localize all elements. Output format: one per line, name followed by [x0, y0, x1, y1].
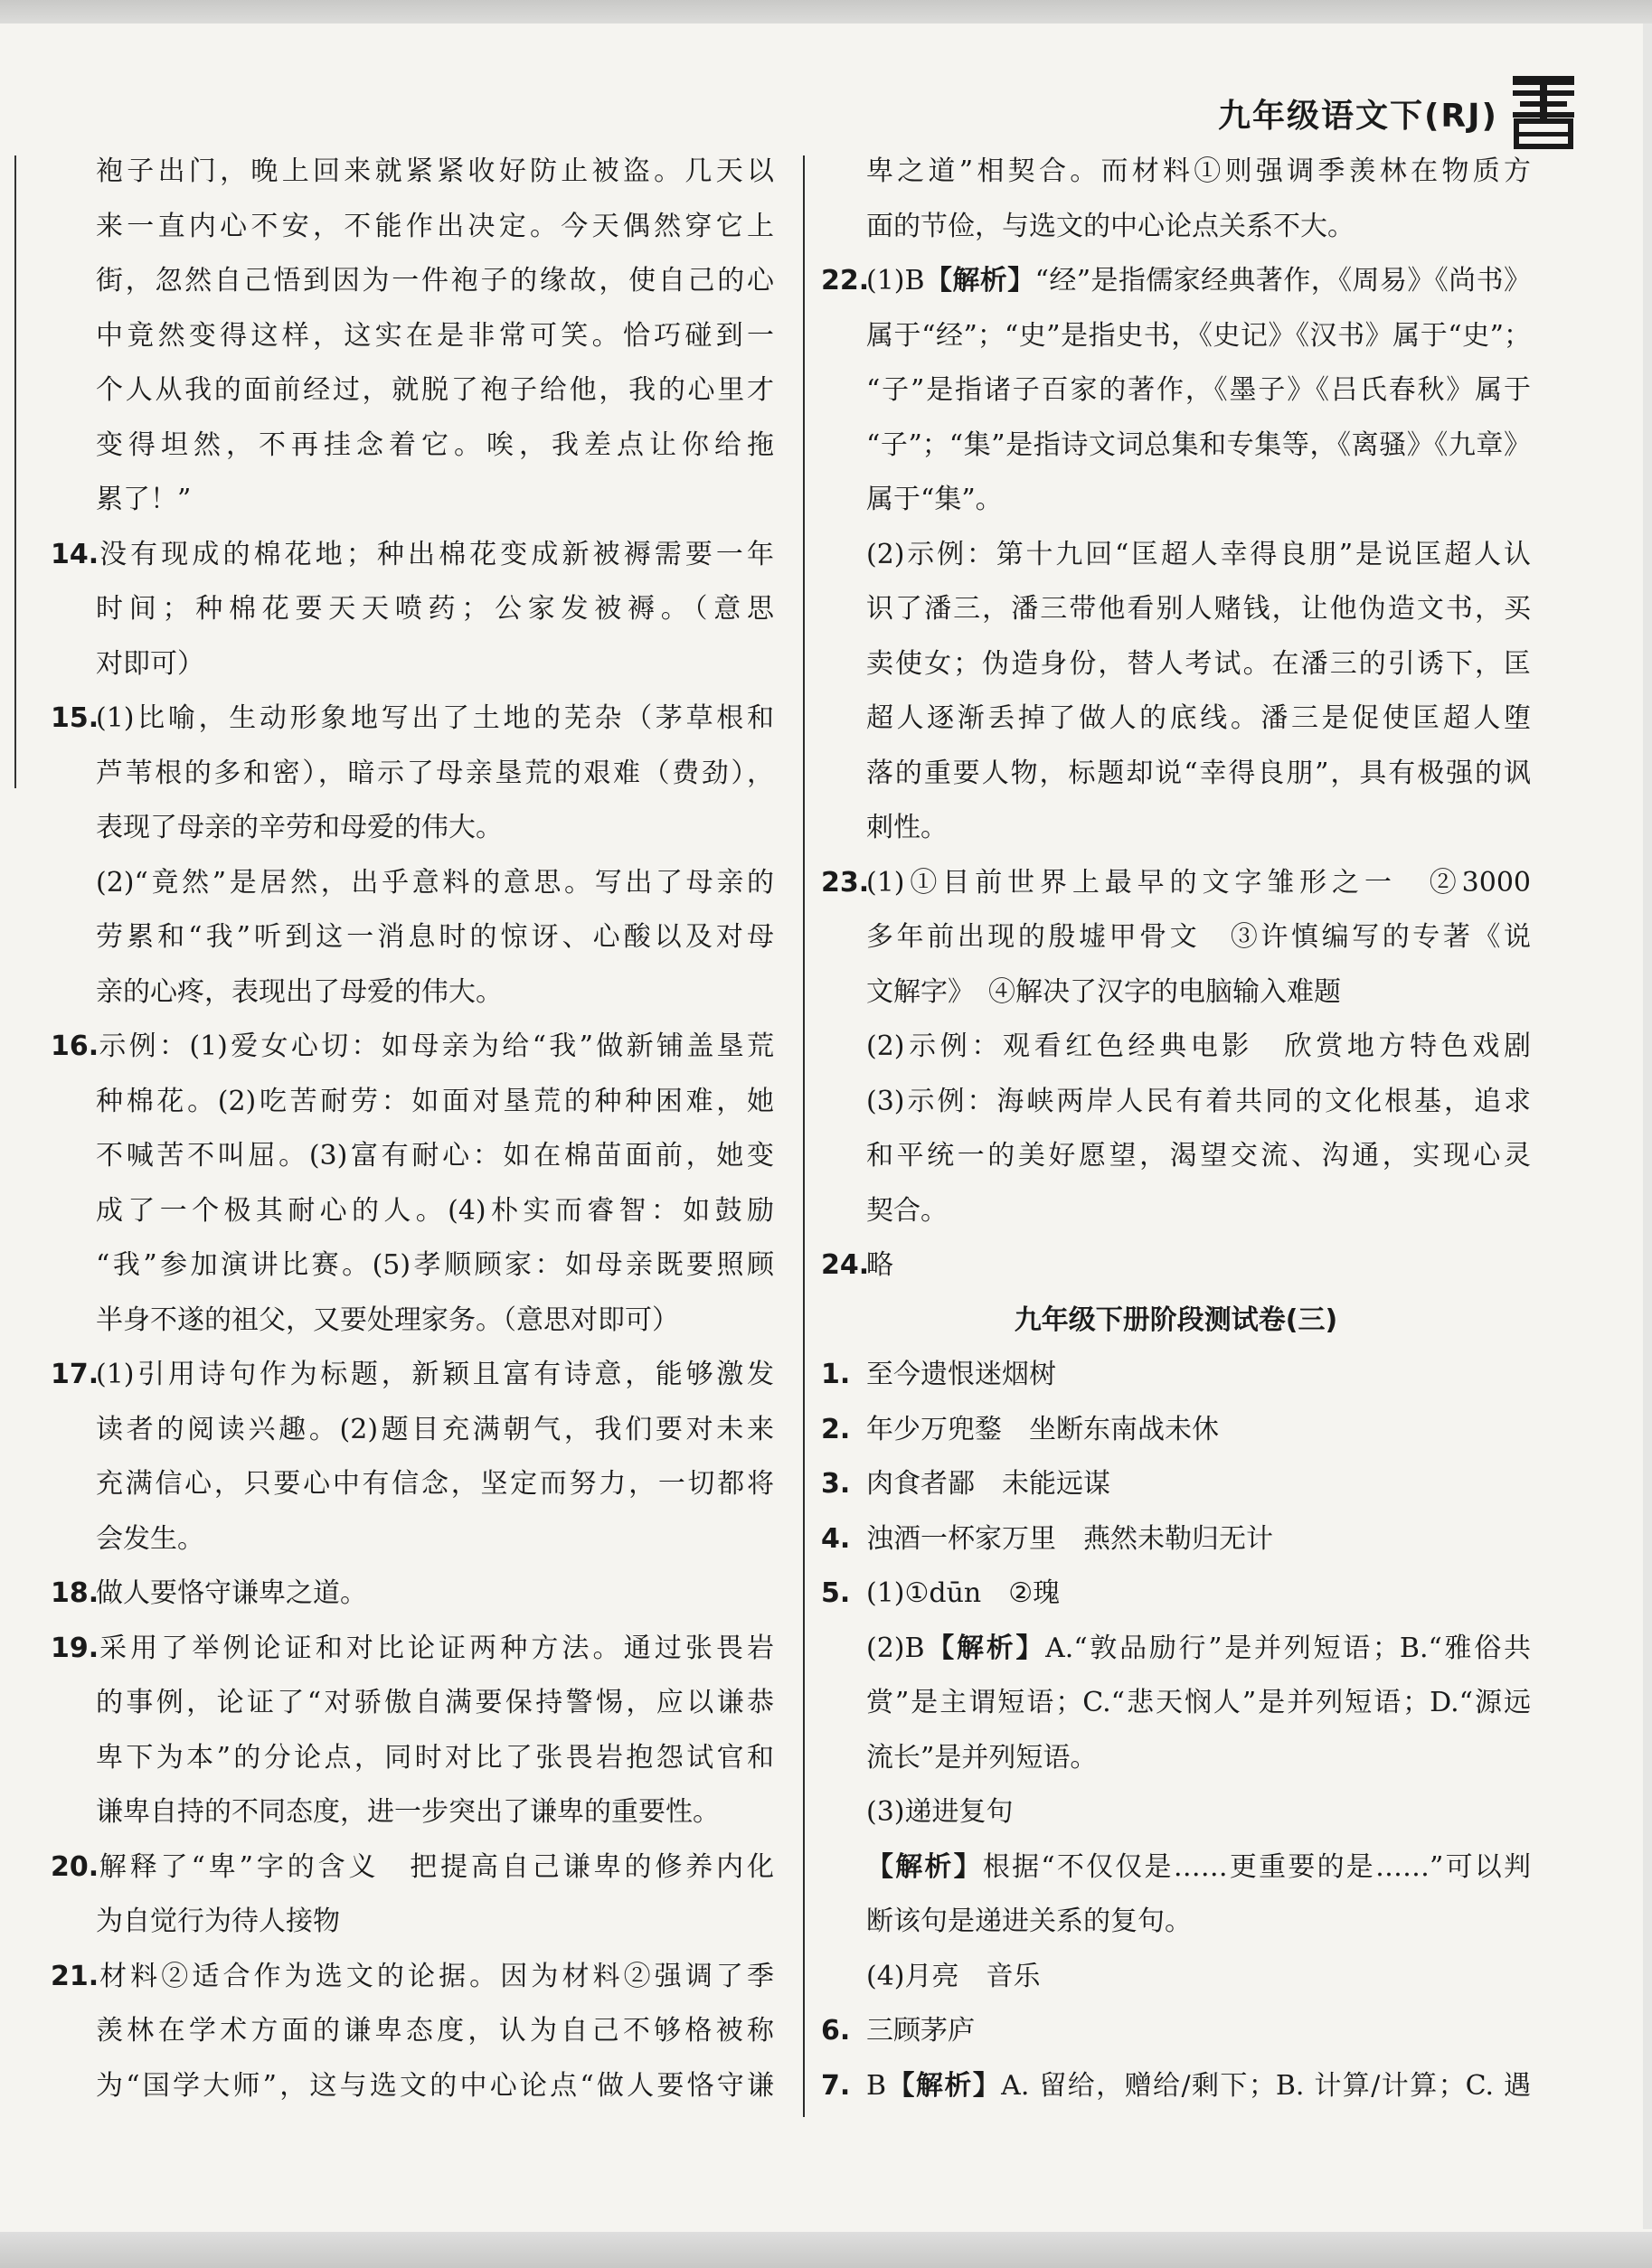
- text-line: [821, 528, 1531, 583]
- line-text: “经”是指儒家经典著作，《周易》《尚书》: [1034, 265, 1531, 296]
- line-text: (3)示例：海峡两岸人民有着共同的文化根基，追求: [866, 1085, 1531, 1117]
- text-line: [821, 1129, 1531, 1184]
- line-text: A.“敦品励行”是并列短语；B.“雅俗共: [1045, 1632, 1531, 1664]
- question-number: 6.: [821, 2015, 851, 2047]
- line-text: 劳累和“我”听到这一消息时的惊讶、心酸以及对母: [96, 921, 774, 953]
- text-line: [51, 363, 774, 419]
- line-text: 卖使女；伪造身份，替人考试。在潘三的引诱下，匡: [866, 647, 1531, 680]
- text-line: [51, 1622, 774, 1677]
- question-number: 19.: [51, 1632, 99, 1664]
- analysis-label: 【解析】: [866, 1850, 983, 1883]
- question-number: 18.: [51, 1577, 99, 1609]
- text-line: [51, 856, 774, 911]
- text-line: [51, 309, 774, 364]
- text-line: [51, 1075, 774, 1130]
- line-text: (1)引用诗句作为标题，新颖且富有诗意，能够激发: [96, 1359, 774, 1390]
- question-number: 3.: [821, 1468, 851, 1500]
- text-line: [51, 419, 774, 474]
- line-text: 对即可）: [96, 647, 204, 680]
- line-text: 解释了“卑”字的含义 把提高自己谦卑的修养内化: [96, 1850, 774, 1883]
- question-number: 17.: [51, 1359, 99, 1390]
- text-line: [821, 692, 1531, 747]
- answer-choice: (1)B: [866, 265, 925, 296]
- text-line: [51, 1238, 774, 1294]
- text-line: [821, 1075, 1531, 1130]
- column-divider: [803, 155, 805, 2117]
- text-line: [821, 801, 1531, 856]
- text-line: [821, 1622, 1531, 1677]
- line-text: 芦苇根的多和密），暗示了母亲垦荒的艰难（费劲），: [96, 757, 774, 789]
- line-text: 表现了母亲的辛劳和母爱的伟大。: [96, 812, 503, 843]
- text-line: [821, 145, 1531, 200]
- left-column: [51, 145, 774, 2113]
- analysis-label: 【解析】: [886, 2069, 1002, 2102]
- line-text: (1)①目前世界上最早的文字雏形之一 ②3000: [866, 866, 1531, 899]
- page-header: [1218, 81, 1498, 145]
- text-line: [51, 910, 774, 965]
- question-number: 24.: [821, 1249, 870, 1281]
- page-title: 九年级语文下(RJ): [1217, 97, 1498, 135]
- line-text: 三顾茅庐: [866, 2015, 975, 2047]
- text-line: [51, 1348, 774, 1403]
- line-text: 赏”是主谓短语；C.“悲天悯人”是并列短语；D.“源远: [866, 1687, 1531, 1718]
- text-line: [51, 1731, 774, 1786]
- text-line: [821, 965, 1531, 1021]
- line-text: 材料②适合作为选文的论据。因为材料②强调了季: [96, 1960, 774, 1992]
- text-line: [821, 1403, 1531, 1458]
- text-line: [51, 692, 774, 747]
- line-text: 根据“不仅仅是……更重要的是……”可以判: [982, 1850, 1531, 1883]
- line-text: 超人逐渐丢掉了做人的底线。潘三是促使匡超人堕: [866, 702, 1531, 734]
- line-text: 面的节俭，与选文的中心论点关系不大。: [866, 210, 1355, 242]
- text-line: [821, 2059, 1531, 2114]
- line-text: 为自觉行为待人接物: [96, 1906, 340, 1937]
- text-line: [51, 1403, 774, 1458]
- text-line: [821, 1020, 1531, 1075]
- text-line: [821, 419, 1531, 474]
- line-text: “子”是指诸子百家的著作，《墨子》《吕氏春秋》属于: [866, 374, 1531, 406]
- line-text: “我”参加演讲比赛。(5)孝顺顾家：如母亲既要照顾: [96, 1249, 774, 1281]
- line-text: 卑下为本”的分论点，同时对比了张畏岩抱怨试官和: [96, 1741, 774, 1774]
- line-text: 羡林在学术方面的谦卑态度，认为自己不够格被称: [96, 2015, 774, 2047]
- line-text: 文解字》 ④解决了汉字的电脑输入难题: [866, 975, 1341, 1008]
- question-number: 14.: [51, 538, 99, 570]
- text-line: [821, 1457, 1531, 1512]
- text-line: [821, 1676, 1531, 1731]
- line-text: 没有现成的棉花地；种出棉花变成新被褥需要一年: [96, 538, 774, 570]
- text-line: [821, 1785, 1531, 1840]
- text-line: [51, 1785, 774, 1840]
- text-line: [51, 1294, 774, 1349]
- text-line: [51, 1840, 774, 1896]
- page-top-edge: [0, 0, 1652, 24]
- text-line: [821, 309, 1531, 364]
- text-line: [51, 528, 774, 583]
- text-line: [821, 582, 1531, 637]
- text-line: [821, 2004, 1531, 2059]
- question-number: 15.: [51, 702, 99, 734]
- question-number: 20.: [51, 1850, 99, 1883]
- question-number: 21.: [51, 1960, 99, 1992]
- line-text: 成了一个极其耐心的人。(4)朴实而睿智：如鼓励: [96, 1194, 774, 1227]
- question-number: 16.: [51, 1030, 99, 1062]
- text-line: [51, 1895, 774, 1950]
- question-number: 5.: [821, 1577, 851, 1609]
- text-line: [821, 1731, 1531, 1786]
- text-line: [821, 1348, 1531, 1403]
- line-text: 不喊苦不叫屈。(3)富有耐心：如在棉苗面前，她变: [96, 1140, 774, 1172]
- line-text: (1)①dūn ②瑰: [866, 1577, 1061, 1609]
- line-text: 浊酒一杯家万里 燕然未勒归无计: [866, 1522, 1273, 1555]
- question-number: 7.: [821, 2069, 851, 2102]
- text-line: [821, 1895, 1531, 1950]
- text-line: [821, 856, 1531, 911]
- line-text: A. 留给，赠给/剩下；B. 计算/计算；C. 遇: [1001, 2069, 1531, 2102]
- text-line: [51, 1512, 774, 1567]
- line-text: 时间；种棉花要天天喷药；公家发被褥。（意思: [96, 593, 774, 625]
- line-text: 中竟然变得这样，这实在是非常可笑。恰巧碰到一: [96, 319, 774, 352]
- question-number: 4.: [821, 1522, 851, 1555]
- line-text: 属于“集”。: [866, 484, 1003, 515]
- line-text: 识了潘三，潘三带他看别人赌钱，让他伪造文书，买: [866, 593, 1531, 625]
- line-text: 半身不遂的祖父，又要处理家务。（意思对即可）: [96, 1303, 679, 1336]
- text-line: [51, 2059, 774, 2114]
- text-line: [821, 1840, 1531, 1896]
- line-text: 读者的阅读兴趣。(2)题目充满朝气，我们要对未来: [96, 1413, 774, 1445]
- text-line: [821, 254, 1531, 309]
- line-text: 属于“经”；“史”是指史书，《史记》《汉书》属于“史”；: [866, 319, 1531, 352]
- text-line: [821, 1184, 1531, 1239]
- line-text: 变得坦然，不再挂念着它。唉，我差点让你给拖: [96, 428, 774, 461]
- line-text: 的事例，论证了“对骄傲自满要保持警惕，应以谦恭: [96, 1687, 774, 1718]
- text-line: [51, 1950, 774, 2005]
- line-text: 流长”是并列短语。: [866, 1741, 1098, 1774]
- right-column: [821, 145, 1531, 2113]
- line-text: 谦卑自持的不同态度，进一步突出了谦卑的重要性。: [96, 1796, 720, 1828]
- line-text: 多年前出现的殷墟甲骨文 ③许慎编写的专著《说: [866, 921, 1531, 953]
- text-line: [51, 1020, 774, 1075]
- line-text: 采用了举例论证和对比论证两种方法。通过张畏岩: [96, 1632, 774, 1664]
- line-text: 种棉花。(2)吃苦耐劳：如面对垦荒的种种困难，她: [96, 1085, 774, 1117]
- question-number: 1.: [821, 1359, 851, 1390]
- text-line: [51, 254, 774, 309]
- question-number: 23.: [821, 866, 870, 899]
- line-text: (3)递进复句: [866, 1796, 1014, 1828]
- question-number: 22.: [821, 265, 870, 296]
- text-line: [51, 1676, 774, 1731]
- page-bottom-edge: [0, 2232, 1652, 2268]
- text-line: [51, 965, 774, 1021]
- text-line: [51, 473, 774, 528]
- text-line: [51, 747, 774, 802]
- text-line: [821, 637, 1531, 692]
- answer-choice: (2)B: [866, 1632, 925, 1664]
- line-text: 落的重要人物，标题却说“幸得良朋”，具有极强的讽: [866, 757, 1531, 789]
- text-line: [821, 363, 1531, 419]
- line-text: 刺性。: [866, 812, 948, 843]
- line-text: 袍子出门，晚上回来就紧紧收好防止被盗。几天以: [96, 155, 774, 187]
- text-line: [51, 1184, 774, 1239]
- book-seal-icon: [1509, 72, 1578, 150]
- question-number: 2.: [821, 1413, 851, 1445]
- page-right-edge: [1643, 24, 1652, 2229]
- text-line: [821, 1567, 1531, 1622]
- line-text: 为“国学大师”，这与选文的中心论点“做人要恪守谦: [96, 2069, 774, 2102]
- text-line: [51, 145, 774, 200]
- left-margin-rule: [14, 155, 16, 788]
- text-line: [821, 1238, 1531, 1294]
- line-text: 契合。: [866, 1194, 948, 1227]
- text-line: [51, 801, 774, 856]
- analysis-label: 【解析】: [924, 1632, 1046, 1664]
- line-text: 街，忽然自己悟到因为一件袍子的缘故，使自己的心: [96, 265, 774, 296]
- line-text: 年少万兜鍪 坐断东南战未休: [866, 1413, 1219, 1445]
- line-text: 略: [866, 1249, 893, 1281]
- line-text: (2)示例：观看红色经典电影 欣赏地方特色戏剧: [866, 1030, 1531, 1062]
- text-line: [51, 200, 774, 255]
- text-line: [51, 1129, 774, 1184]
- line-text: 个人从我的面前经过，就脱了袍子给他，我的心里才: [96, 374, 774, 406]
- text-line: [821, 473, 1531, 528]
- text-line: [821, 910, 1531, 965]
- line-text: (2)示例：第十九回“匡超人幸得良朋”是说匡超人认: [866, 538, 1531, 570]
- text-line: [51, 1567, 774, 1622]
- line-text: 断该句是递进关系的复句。: [866, 1906, 1192, 1937]
- section-title: 九年级下册阶段测试卷(三): [1014, 1303, 1338, 1336]
- text-line: [821, 747, 1531, 802]
- line-text: (2)“竟然”是居然，出乎意料的意思。写出了母亲的: [96, 866, 774, 899]
- text-line: [821, 200, 1531, 255]
- line-text: 卑之道”相契合。而材料①则强调季羡林在物质方: [866, 155, 1531, 187]
- answer-choice: B: [866, 2069, 887, 2102]
- line-text: 和平统一的美好愿望，渴望交流、沟通，实现心灵: [866, 1140, 1531, 1172]
- line-text: 示例：(1)爱女心切：如母亲为给“我”做新铺盖垦荒: [96, 1030, 774, 1062]
- text-line: [821, 1512, 1531, 1567]
- line-text: (4)月亮 音乐: [866, 1960, 1041, 1992]
- text-line: [51, 1457, 774, 1512]
- line-text: (1)比喻，生动形象地写出了土地的芜杂（茅草根和: [96, 702, 774, 734]
- line-text: “子”；“集”是指诗文词总集和专集等，《离骚》《九章》: [866, 428, 1531, 461]
- text-line: [51, 637, 774, 692]
- line-text: 来一直内心不安，不能作出决定。今天偶然穿它上: [96, 210, 774, 242]
- line-text: 会发生。: [96, 1522, 204, 1555]
- text-line: [51, 2004, 774, 2059]
- line-text: 肉食者鄙 未能远谋: [866, 1468, 1110, 1500]
- line-text: 至今遗恨迷烟树: [866, 1359, 1056, 1390]
- line-text: 充满信心，只要心中有信念，坚定而努力，一切都将: [96, 1468, 774, 1500]
- line-text: 累了！”: [96, 484, 192, 515]
- analysis-label: 【解析】: [924, 265, 1035, 296]
- line-text: 做人要恪守谦卑之道。: [96, 1577, 367, 1609]
- text-line: [821, 1950, 1531, 2005]
- line-text: 亲的心疼，表现出了母爱的伟大。: [96, 975, 503, 1008]
- text-line: [51, 582, 774, 637]
